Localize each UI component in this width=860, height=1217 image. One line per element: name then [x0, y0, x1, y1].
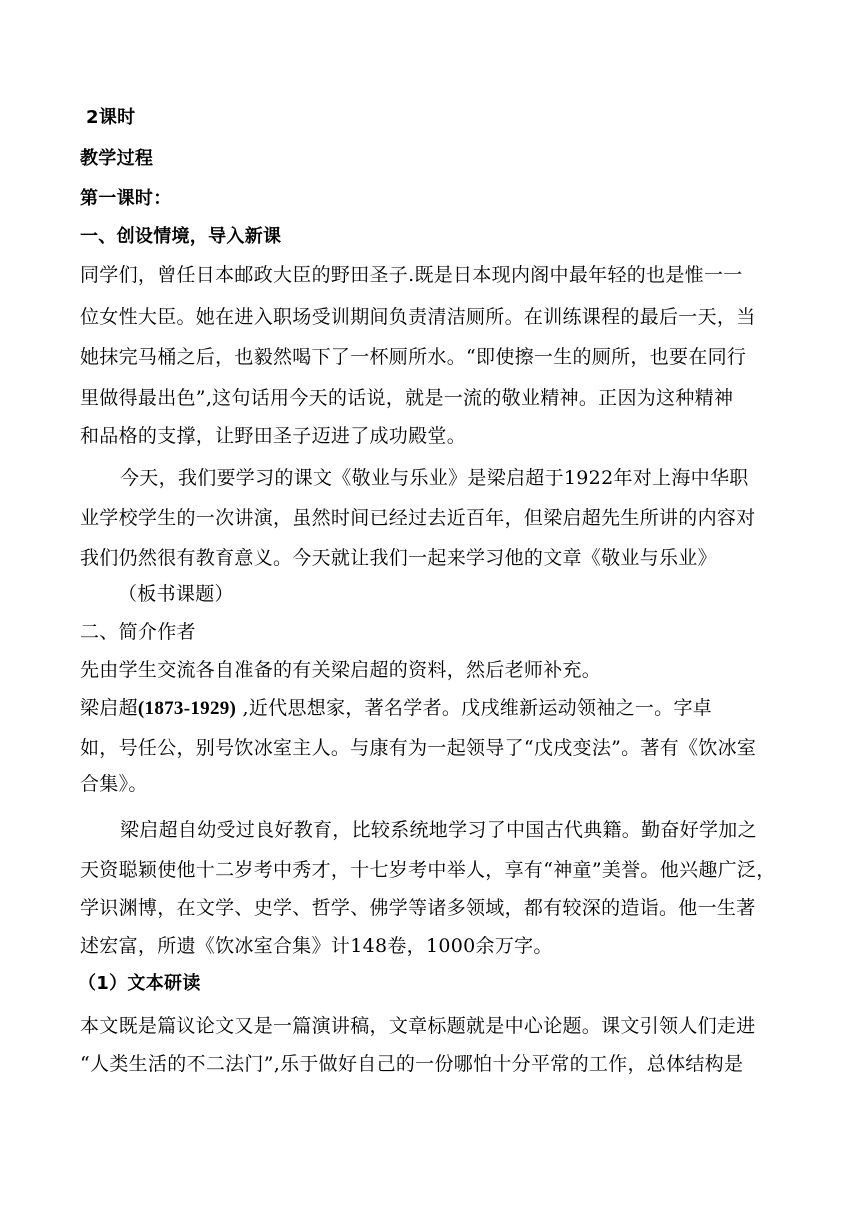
bio-line [80, 694, 712, 723]
reading-heading: （1）文本研读 [78, 973, 201, 994]
bio-name: 梁启超 [80, 697, 138, 719]
section-one-heading: 一、创设情境，导入新课 [80, 226, 282, 247]
bio-line: 如，号任公，别号饮冰室主人。与康有为一起领导了“戊戌变法”。著有《饮冰室 [80, 737, 757, 759]
today-line: 业学校学生的一次讲演，虽然时间已经过去近百年，但梁启超先生所讲的内容对 [80, 507, 756, 529]
intro-line: 她抹完马桶之后，也毅然喝下了一杯厕所水。“即使擦一生的厕所，也要在同行 [80, 346, 747, 368]
background-line: 学识渊博，在文学、史学、哲学、佛学等诸多领域，都有较深的造诣。他一生著 [80, 897, 756, 919]
bio-years: (1873-1929) [137, 698, 237, 719]
reading-line: “人类生活的不二法门”,乐于做好自己的一份哪怕十分平常的工作，总体结构是 [80, 1053, 744, 1075]
bio-line: 合集》。 [80, 773, 148, 795]
bio-rest: ,近代思想家，著名学者。戊戌维新运动领袖之一。字卓 [236, 697, 713, 719]
instruction-line: 先由学生交流各自准备的有关梁启超的资料，然后老师补充。 [80, 659, 602, 681]
section-two-heading: 二、简介作者 [80, 621, 196, 643]
lesson-one-heading: 第一课时： [80, 188, 172, 209]
intro-line: 和品格的支撑，让野田圣子迈进了成功殿堂。 [80, 425, 467, 447]
background-line: 述宏富，所遗《饮冰室合集》计148卷，1000余万字。 [80, 935, 553, 957]
today-line: 我们仍然很有教育意义。今天就让我们一起来学习他的文章《敬业与乐业》 [80, 547, 717, 569]
intro-line: 位女性大臣。她在进入职场受训期间负责清洁厕所。在训练课程的最后一天，当 [80, 306, 756, 328]
class-hours-heading: 2课时 [86, 107, 136, 128]
reading-line: 本文既是篇议论文又是一篇演讲稿，文章标题就是中心论题。课文引领人们走进 [80, 1015, 756, 1037]
board-note: （板书课题） [118, 583, 234, 605]
background-line: 梁启超自幼受过良好教育，比较系统地学习了中国古代典籍。勤奋好学加之 [120, 819, 757, 841]
process-heading: 教学过程 [80, 148, 154, 169]
today-line: 今天，我们要学习的课文《敬业与乐业》是梁启超于1922年对上海中华职 [120, 467, 749, 489]
intro-line: 同学们，曾任日本邮政大臣的野田圣子.既是日本现内阁中最年轻的也是惟一一 [80, 264, 743, 286]
intro-line: 里做得最出色”,这句话用今天的话说，就是一流的敬业精神。正因为这种精神 [80, 387, 734, 409]
background-line: 天资聪颖使他十二岁考中秀才，十七岁考中举人，享有“神童”美誉。他兴趣广泛， [80, 859, 776, 881]
